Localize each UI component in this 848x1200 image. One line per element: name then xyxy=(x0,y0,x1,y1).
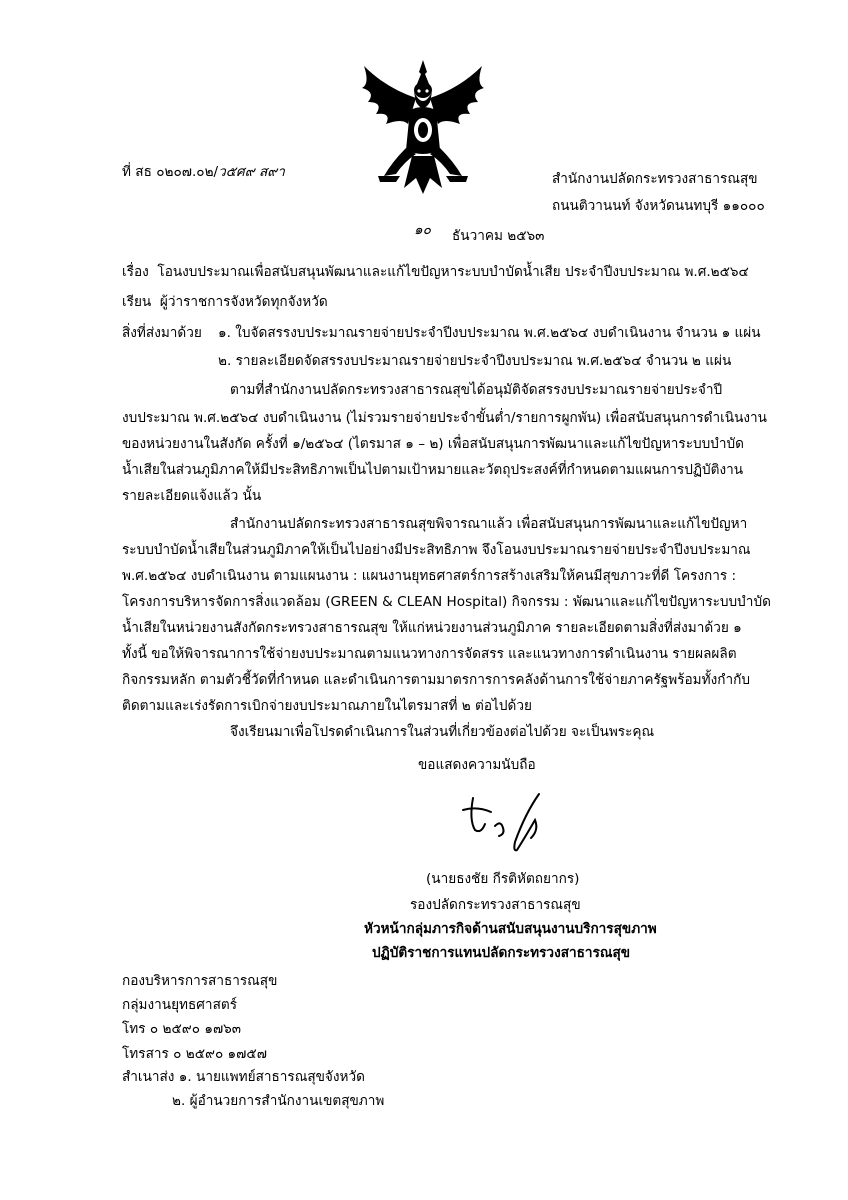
signer-name: (นายธงชัย กีรติหัตถยากร) xyxy=(426,871,580,887)
paragraph1-line: ตามที่สำนักงานปลัดกระทรวงสาธารณสุขได้อนุมัติจัดสรรงบประมาณรายจ่ายประจำปี xyxy=(230,382,723,398)
paragraph2-line: ระบบบำบัดน้ำเสียในส่วนภูมิภาคให้เป็นไปอย่างมีประสิทธิภาพ จึงโอนงบประมาณรายจ่ายประจำปีงบประมาณ xyxy=(122,542,751,558)
signer-title-2: หัวหน้ากลุ่มภารกิจด้านสนับสนุนงานบริการสุขภาพ xyxy=(364,921,657,937)
footer-phone: โทร ๐ ๒๕๙๐ ๑๗๖๓ xyxy=(122,1021,242,1037)
recipient-text: ผู้ว่าราชการจังหวัดทุกจังหวัด xyxy=(159,294,328,310)
document-date: ธันวาคม ๒๕๖๓ xyxy=(452,228,545,244)
paragraph1-line: ของหน่วยงานในสังกัด ครั้งที่ ๑/๒๕๖๔ (ไตรมาส ๑ – ๒) เพื่อสนับสนุนการพัฒนาและแก้ไขปัญหาระบบบำบัด xyxy=(122,436,745,452)
recipient-label: เรียน xyxy=(122,294,152,310)
signer-title-1: รองปลัดกระทรวงสาธารณสุข xyxy=(410,897,581,913)
paragraph1-line: งบประมาณ พ.ศ.๒๕๖๔ งบดำเนินงาน (ไม่รวมรายจ่ายประจำขั้นต่ำ/รายการผูกพัน) เพื่อสนับสนุนการดำเนินงาน xyxy=(122,410,767,426)
paragraph2-line: ทั้งนี้ ขอให้พิจารณาการใช้จ่ายงบประมาณตามแนวทางการจัดสรร และแนวทางการดำเนินงาน รายผลผลิต xyxy=(122,646,737,662)
date-day-handwritten: ๑๐ xyxy=(414,222,431,238)
office-address: ถนนติวานนท์ จังหวัดนนทบุรี ๑๑๐๐๐ xyxy=(552,198,765,214)
footer-cc-2: ๒. ผู้อำนวยการสำนักงานเขตสุขภาพ xyxy=(172,1093,385,1109)
garuda-emblem-icon xyxy=(356,58,490,196)
document-number xyxy=(122,164,285,180)
paragraph1-line: รายละเอียดแจ้งแล้ว นั้น xyxy=(122,488,262,504)
footer-group: กลุ่มงานยุทธศาสตร์ xyxy=(122,997,237,1013)
recipient-line xyxy=(122,294,328,310)
enclosure-item-1: ๑. ใบจัดสรรงบประมาณรายจ่ายประจำปีงบประมาณ พ.ศ.๒๕๖๔ งบดำเนินงาน จำนวน ๑ แผ่น xyxy=(218,325,761,341)
paragraph1-line: น้ำเสียในส่วนภูมิภาคให้มีประสิทธิภาพเป็นไปตามเป้าหมายและวัตถุประสงค์ที่กำหนดตามแผนการปฏิบัติงาน xyxy=(122,462,744,478)
paragraph2-line: พ.ศ.๒๕๖๔ งบดำเนินงาน ตามแผนงาน : แผนงานยุทธศาสตร์การสร้างเสริมให้คนมีสุขภาวะที่ดี โครงการ : xyxy=(122,568,737,584)
footer-department: กองบริหารการสาธารณสุข xyxy=(122,973,278,989)
subject-line xyxy=(122,264,749,280)
signer-title-3: ปฏิบัติราชการแทนปลัดกระทรวงสาธารณสุข xyxy=(372,945,631,961)
document-number-handwritten: ว๕ศ๙ ส๙า xyxy=(218,164,285,180)
office-name: สำนักงานปลัดกระทรวงสาธารณสุข xyxy=(552,171,758,187)
subject-label: เรื่อง xyxy=(122,264,149,280)
paragraph2-line: น้ำเสียในหน่วยงานสังกัดกระทรวงสาธารณสุข ให้แก่หน่วยงานส่วนภูมิภาค รายละเอียดตามสิ่งที่ส่งมาด้วย ๑ xyxy=(122,620,742,636)
enclosure-item-2: ๒. รายละเอียดจัดสรรงบประมาณรายจ่ายประจำปีงบประมาณ พ.ศ.๒๕๖๔ จำนวน ๒ แผ่น xyxy=(218,353,732,369)
subject-text: โอนงบประมาณเพื่อสนับสนุนพัฒนาและแก้ไขปัญหาระบบบำบัดน้ำเสีย ประจำปีงบประมาณ พ.ศ.๒๕๖๔ xyxy=(157,264,749,280)
paragraph3: จึงเรียนมาเพื่อโปรดดำเนินการในส่วนที่เกี่ยวข้องต่อไปด้วย จะเป็นพระคุณ xyxy=(230,724,655,740)
signature-icon xyxy=(455,790,565,860)
footer-fax: โทรสาร ๐ ๒๕๙๐ ๑๗๕๗ xyxy=(122,1046,267,1062)
paragraph2-line: โครงการบริหารจัดการสิ่งแวดล้อม (GREEN & CLEAN Hospital) กิจกรรม : พัฒนาและแก้ไขปัญหาระบบบำบัด xyxy=(122,594,771,610)
enclosures-label: สิ่งที่ส่งมาด้วย xyxy=(122,325,202,341)
paragraph2-line: กิจกรรมหลัก ตามตัวชี้วัดที่กำหนด และดำเนินการตามมาตรการการคลังด้านการใช้จ่ายภาครัฐพร้อมทั้งกำกับ xyxy=(122,672,750,688)
footer-cc-1: สำเนาส่ง ๑. นายแพทย์สาธารณสุขจังหวัด xyxy=(122,1069,365,1085)
salutation: ขอแสดงความนับถือ xyxy=(418,757,536,773)
document-number-prefix: ที่ สธ ๐๒๐๗.๐๒/ xyxy=(122,164,219,180)
paragraph2-line: ติดตามและเร่งรัดการเบิกจ่ายงบประมาณภายในไตรมาสที่ ๒ ต่อไปด้วย xyxy=(122,698,532,714)
paragraph2-line: สำนักงานปลัดกระทรวงสาธารณสุขพิจารณาแล้ว เพื่อสนับสนุนการพัฒนาและแก้ไขปัญหา xyxy=(230,516,748,532)
